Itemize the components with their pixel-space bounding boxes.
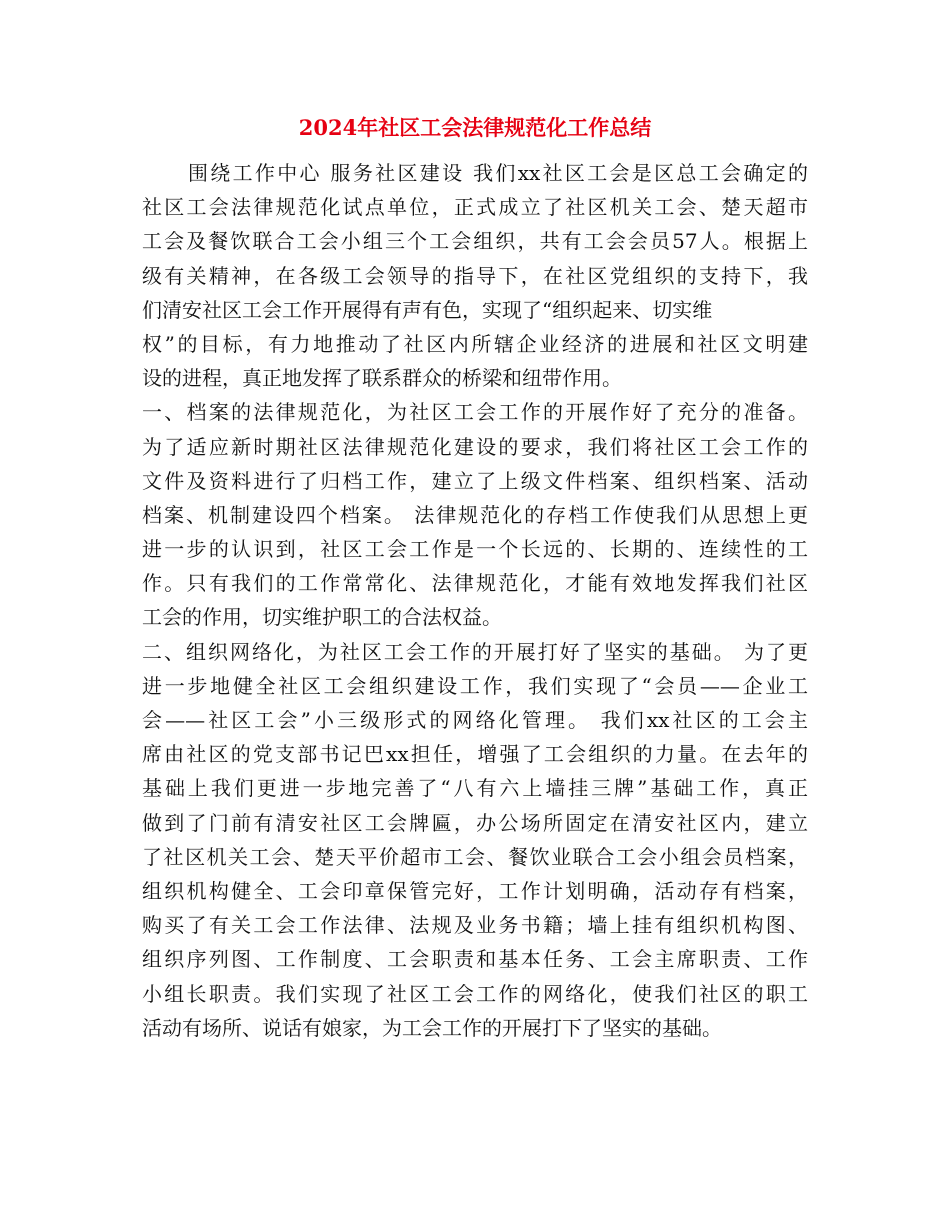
body-line: 购买了有关工会工作法律、法规及业务书籍；墙上挂有组织机构图、 <box>142 913 808 938</box>
document-body <box>142 156 808 1045</box>
body-line: 权”的目标，有力地推动了社区内所辖企业经济的进展和社区文明建 <box>142 331 808 356</box>
body-line: 工会及餐饮联合工会小组三个工会组织，共有工会会员57人。根据上 <box>142 229 808 254</box>
body-line: 设的进程，真正地发挥了联系群众的桥梁和纽带作用。 <box>142 366 622 391</box>
body-line: 作。只有我们的工作常常化、法律规范化，才能有效地发挥我们社区 <box>142 571 808 596</box>
body-line: 做到了门前有清安社区工会牌匾，办公场所固定在清安社区内，建立 <box>142 810 808 835</box>
body-line: 级有关精神，在各级工会领导的指导下，在社区党组织的支持下，我 <box>142 263 808 288</box>
body-line: 工会的作用，切实维护职工的合法权益。 <box>142 605 502 630</box>
body-line: 一、档案的法律规范化，为社区工会工作的开展作好了充分的准备。 <box>142 400 808 425</box>
body-line: 围绕工作中心 服务社区建设 我们xx社区工会是区总工会确定的 <box>188 161 808 185</box>
body-line: 了社区机关工会、楚天平价超市工会、餐饮业联合工会小组会员档案， <box>142 844 808 869</box>
body-line: 组织序列图、工作制度、工会职责和基本任务、工会主席职责、工作 <box>142 947 808 972</box>
body-line: 社区工会法律规范化试点单位，正式成立了社区机关工会、楚天超市 <box>142 195 808 220</box>
document-title: 2024年社区工会法律规范化工作总结 <box>298 115 652 140</box>
body-line: 进一步的认识到，社区工会工作是一个长远的、长期的、连续性的工 <box>142 537 808 562</box>
body-line: 会——社区工会”小三级形式的网络化管理。 我们xx社区的工会主 <box>142 708 808 732</box>
body-line: 基础上我们更进一步地完善了“八有六上墙挂三牌”基础工作，真正 <box>142 776 808 801</box>
body-line: 档案、机制建设四个档案。 法律规范化的存档工作使我们从思想上更 <box>142 502 808 527</box>
body-line: 文件及资料进行了归档工作，建立了上级文件档案、组织档案、活动 <box>142 468 808 493</box>
body-line: 组织机构健全、工会印章保管完好，工作计划明确，活动存有档案， <box>142 878 808 903</box>
body-line: 活动有场所、说话有娘家，为工会工作的开展打下了坚实的基础。 <box>142 1015 722 1040</box>
body-line: 席由社区的党支部书记巴xx担任，增强了工会组织的力量。在去年的 <box>142 742 808 767</box>
body-line: 进一步地健全社区工会组织建设工作，我们实现了“会员——企业工 <box>142 673 808 698</box>
body-line: 们清安社区工会工作开展得有声有色，实现了“组织起来、切实维 <box>142 297 713 322</box>
body-line: 二、组织网络化，为社区工会工作的开展打好了坚实的基础。 为了更 <box>142 639 808 664</box>
body-line: 为了适应新时期社区法律规范化建设的要求，我们将社区工会工作的 <box>142 434 808 459</box>
body-line: 小组长职责。我们实现了社区工会工作的网络化，使我们社区的职工 <box>142 981 808 1006</box>
